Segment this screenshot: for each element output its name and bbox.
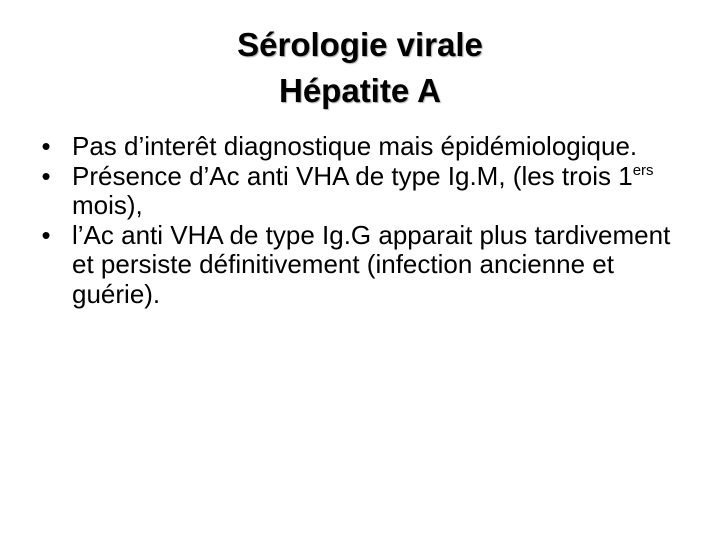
bullet-text-1: Pas d’interêt diagnostique mais épidémiologique.: [72, 131, 638, 161]
title-line-2: Hépatite A: [279, 72, 441, 109]
bullet-dot-icon: •: [41, 131, 51, 161]
bullet-item-3: [36, 221, 686, 310]
bullet-text-2: [72, 162, 686, 221]
bullet-text-3: l’Ac anti VHA de type Ig.G apparait plus tardivement et persiste définitivement (infection ancienne et guérie).: [72, 219, 671, 309]
bullet-item-1: [36, 132, 686, 162]
title-line-1: Sérologie virale: [237, 26, 483, 63]
slide-title: [0, 22, 720, 114]
bullet-dot-icon: •: [41, 219, 51, 250]
bullet-item-2: [36, 162, 686, 221]
bullet-list: [36, 132, 686, 309]
ordinal-superscript: ers: [632, 161, 654, 179]
bullet-text-2-before: Présence d’Ac anti VHA de type Ig.M, (les trois 1: [72, 160, 633, 191]
bullet-text-2-after: mois),: [72, 190, 143, 220]
bullet-dot-icon: •: [41, 160, 51, 191]
